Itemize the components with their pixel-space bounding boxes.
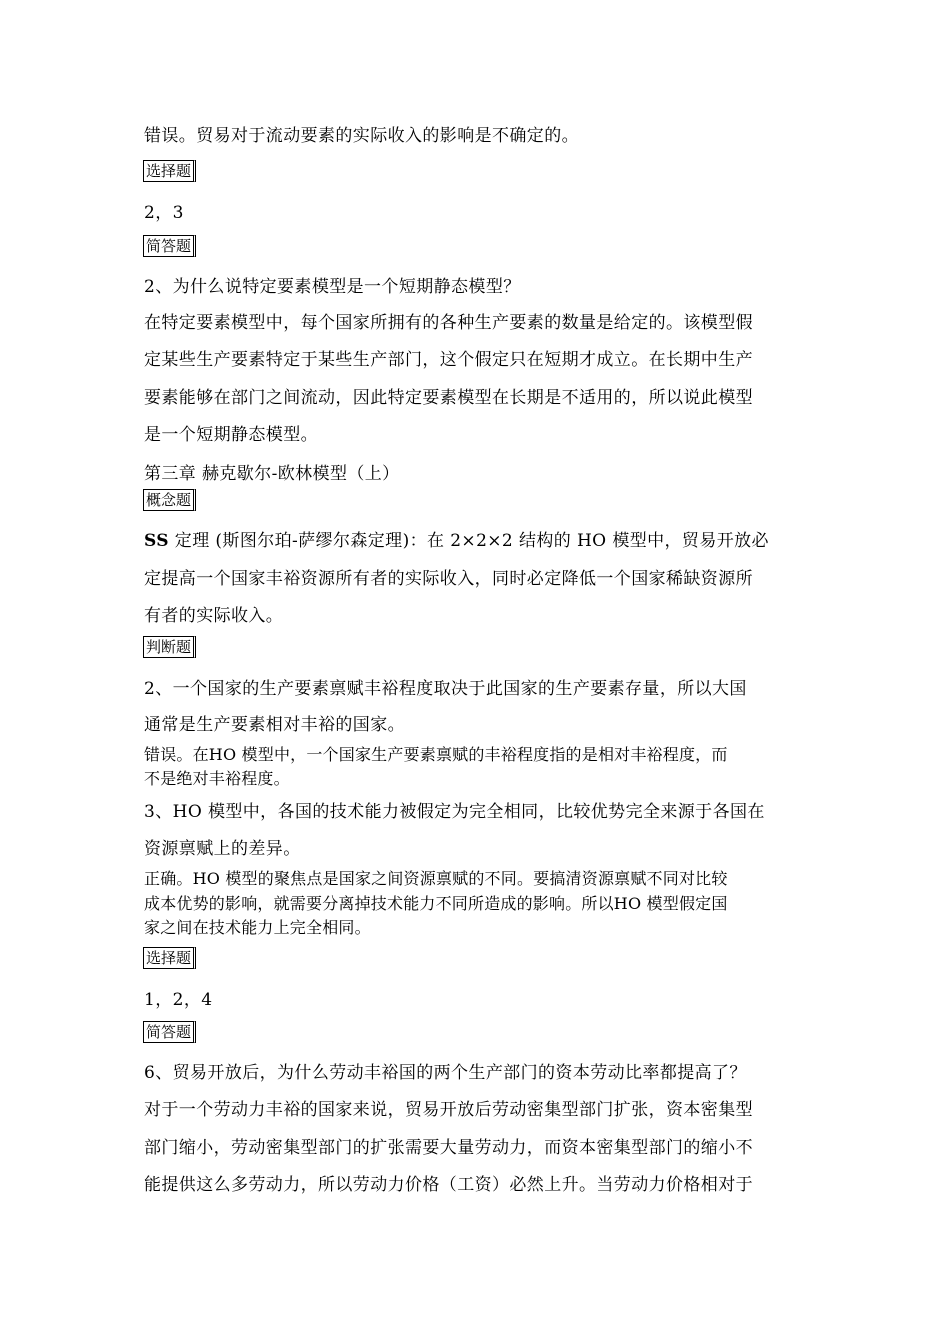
text-line: 1，2，4 <box>144 990 213 1010</box>
chapter-title: 第三章 赫克歇尔-欧林模型（上） <box>144 464 400 484</box>
text-line: 是一个短期静态模型。 <box>144 425 318 445</box>
text-line: 要素能够在部门之间流动，因此特定要素模型在长期是不适用的，所以说此模型 <box>144 388 753 408</box>
text-line: 能提供这么多劳动力，所以劳动力价格（工资）必然上升。当劳动力价格相对于 <box>144 1175 753 1195</box>
text-line: 在特定要素模型中，每个国家所拥有的各种生产要素的数量是给定的。该模型假 <box>144 313 753 333</box>
text-line: 通常是生产要素相对丰裕的国家。 <box>144 715 405 735</box>
answer-line: 错误。在HO 模型中，一个国家生产要素禀赋的丰裕程度指的是相对丰裕程度，而 <box>144 745 728 764</box>
text-line: 有者的实际收入。 <box>144 606 284 626</box>
question-line: 3、HO 模型中，各国的技术能力被假定为完全相同，比较优势完全来源于各国在 <box>144 802 765 822</box>
ss-term: SS <box>144 531 169 551</box>
section-label-choice: 选择题 <box>143 160 196 182</box>
question-line: 2、为什么说特定要素模型是一个短期静态模型？ <box>144 277 521 297</box>
section-label-short-answer: 简答题 <box>143 235 196 257</box>
section-label-short-answer-2: 简答题 <box>143 1021 196 1043</box>
definition-line <box>144 526 769 551</box>
text-line: 定提高一个国家丰裕资源所有者的实际收入，同时必定降低一个国家稀缺资源所 <box>144 569 753 589</box>
question-line: 6、贸易开放后，为什么劳动丰裕国的两个生产部门的资本劳动比率都提高了？ <box>144 1063 747 1083</box>
section-label-choice-2: 选择题 <box>143 947 196 969</box>
text-line: 对于一个劳动力丰裕的国家来说，贸易开放后劳动密集型部门扩张，资本密集型 <box>144 1100 753 1120</box>
question-line: 2、一个国家的生产要素禀赋丰裕程度取决于此国家的生产要素存量，所以大国 <box>144 679 747 699</box>
text-line: 资源禀赋上的差异。 <box>144 839 301 859</box>
section-label-judgement: 判断题 <box>143 636 196 658</box>
text-line: 2，3 <box>144 203 184 223</box>
section-label-concept: 概念题 <box>143 489 196 511</box>
text-line: 部门缩小，劳动密集型部门的扩张需要大量劳动力，而资本密集型部门的缩小不 <box>144 1138 753 1158</box>
answer-line: 家之间在技术能力上完全相同。 <box>144 918 371 937</box>
answer-line: 正确。HO 模型的聚焦点是国家之间资源禀赋的不同。要搞清资源禀赋不同对比较 <box>144 869 728 888</box>
definition-text: 定理 (斯图尔珀-萨缪尔森定理)：在 2×2×2 结构的 HO 模型中，贸易开放必 <box>174 531 769 551</box>
answer-line: 不是绝对丰裕程度。 <box>144 769 290 788</box>
text-line: 错误。贸易对于流动要素的实际收入的影响是不确定的。 <box>144 126 579 146</box>
answer-line: 成本优势的影响，就需要分离掉技术能力不同所造成的影响。所以HO 模型假定国 <box>144 894 728 913</box>
text-line: 定某些生产要素特定于某些生产部门，这个假定只在短期才成立。在长期中生产 <box>144 350 753 370</box>
